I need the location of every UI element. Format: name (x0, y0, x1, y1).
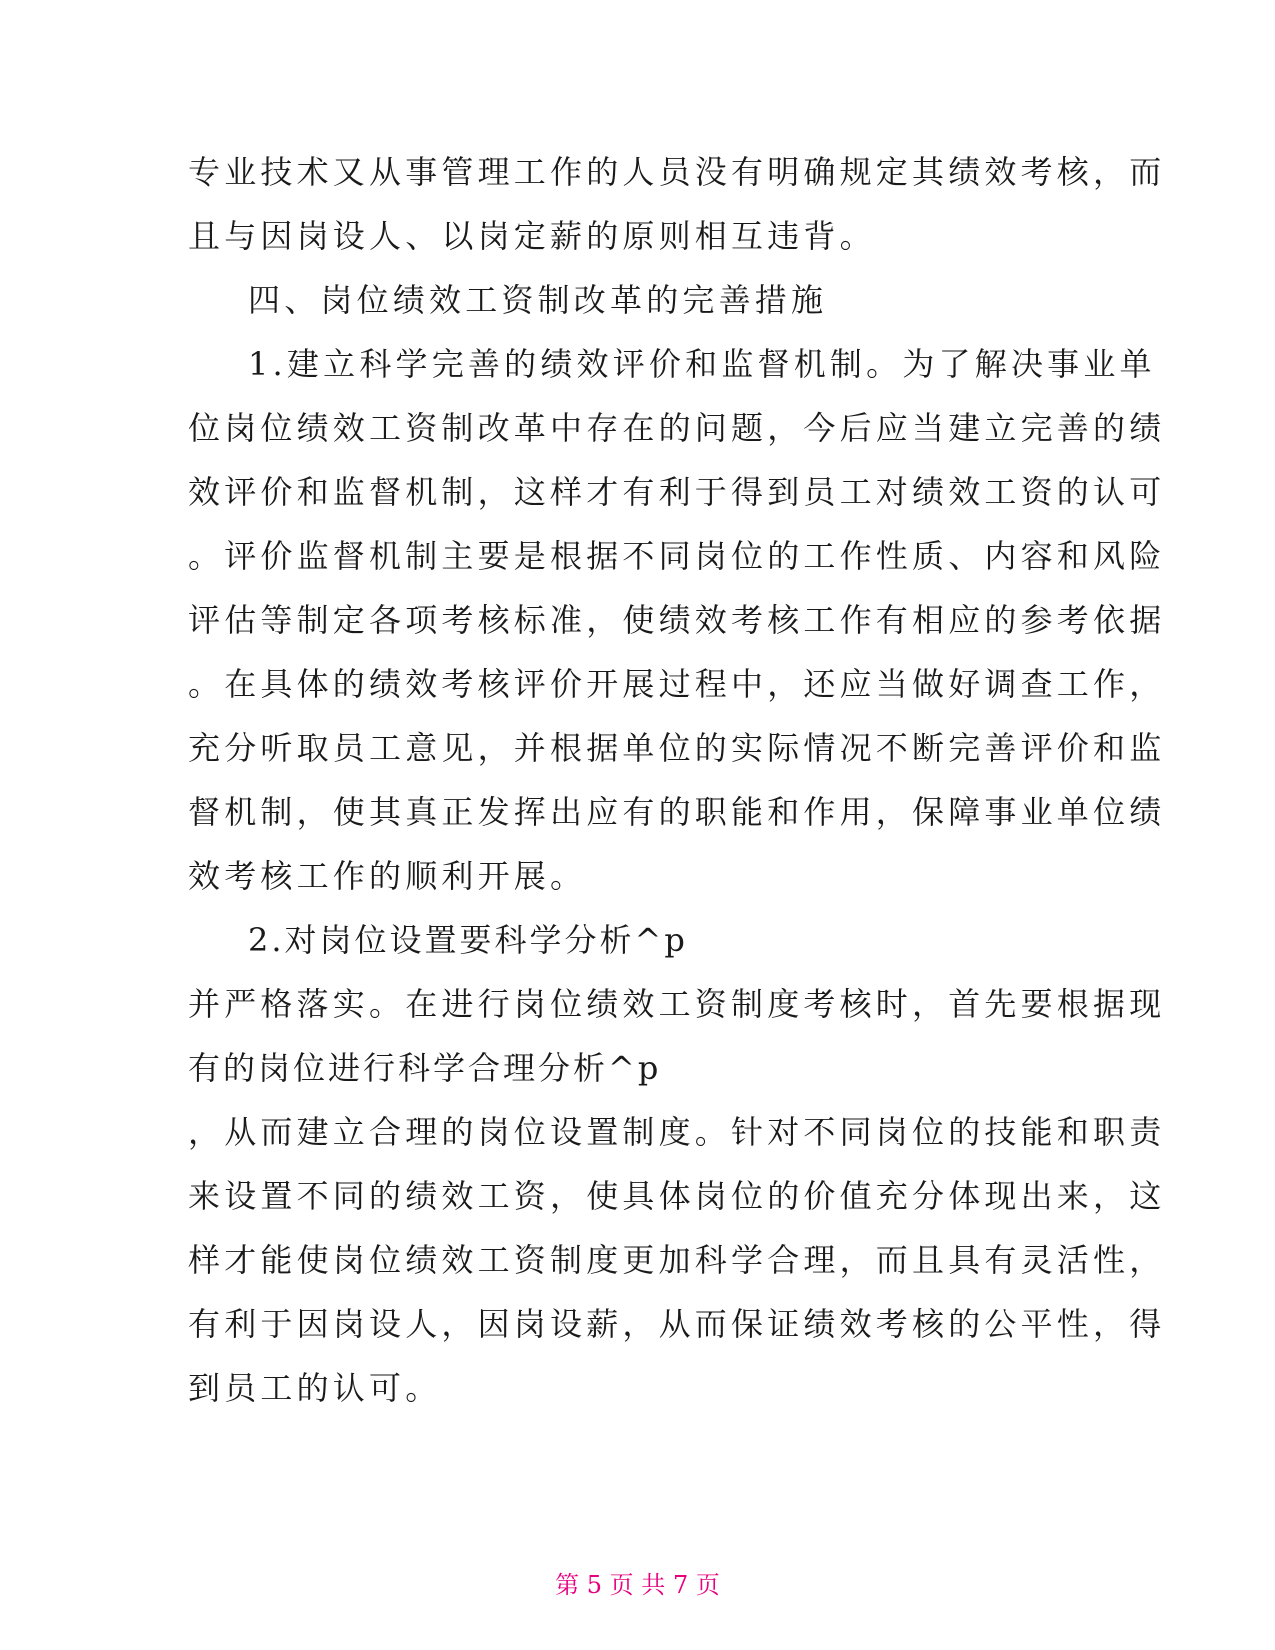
text-line: 督机制，使其真正发挥出应有的职能和作用，保障事业单位绩 (188, 793, 1166, 831)
text-line: 专业技术又从事管理工作的人员没有明确规定其绩效考核，而 (188, 153, 1166, 191)
text-line: 位岗位绩效工资制改革中存在的问题，今后应当建立完善的绩 (188, 409, 1166, 447)
page-footer (0, 1565, 1275, 1600)
text-line: 来设置不同的绩效工资，使具体岗位的价值充分体现出来，这 (188, 1177, 1166, 1215)
text-line: 并严格落实。在进行岗位绩效工资制度考核时，首先要根据现 (188, 985, 1166, 1023)
text-line: 1.建立科学完善的绩效评价和监督机制。为了解决事业单 (248, 345, 1156, 383)
text-line: 效评价和监督机制，这样才有利于得到员工对绩效工资的认可 (188, 473, 1166, 511)
text-line: 充分听取员工意见，并根据单位的实际情况不断完善评价和监 (188, 729, 1166, 767)
text-line: 2.对岗位设置要科学分析^p (248, 921, 688, 959)
text-line: 样才能使岗位绩效工资制度更加科学合理，而且具有灵活性， (188, 1241, 1166, 1279)
text-line: 。在具体的绩效考核评价开展过程中，还应当做好调查工作， (188, 665, 1166, 703)
text-line: 有的岗位进行科学合理分析^p (188, 1049, 662, 1087)
text-line: 效考核工作的顺利开展。 (188, 857, 587, 895)
text-line: 有利于因岗设人，因岗设薪，从而保证绩效考核的公平性，得 (188, 1305, 1166, 1343)
text-line: 评估等制定各项考核标准，使绩效考核工作有相应的参考依据 (188, 601, 1166, 639)
text-line: 到员工的认可。 (188, 1369, 442, 1407)
text-line: 且与因岗设人、以岗定薪的原则相互违背。 (188, 217, 876, 255)
page-number: 第 5 页 共 7 页 (555, 1571, 720, 1599)
text-line: ，从而建立合理的岗位设置制度。针对不同岗位的技能和职责 (188, 1113, 1166, 1151)
section-heading: 四、岗位绩效工资制改革的完善措施 (248, 281, 828, 319)
document-body (188, 140, 1166, 1420)
text-line: 。评价监督机制主要是根据不同岗位的工作性质、内容和风险 (188, 537, 1166, 575)
